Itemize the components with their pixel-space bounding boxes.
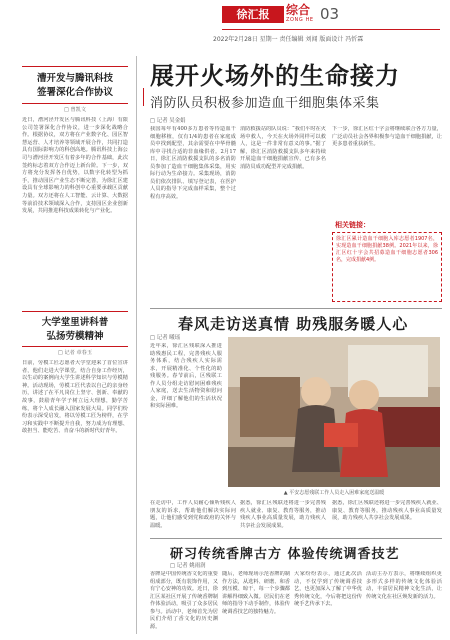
column-separator xyxy=(136,56,137,634)
article3-column-3: 大家纷纷表示，通过此次活动，不仅学到了传统调香技艺，也更加深入了解了中华优秀传统文化，今后将把这份传统手艺传承下去。 xyxy=(294,571,362,608)
article3-column-2: 随后，老师现场示范香牌的制作方法，从选料、研磨、和香到压模、晾干，每一个步骤都讲解得细致入微。居民们在老师的指导下动手制作，体验传统调香技艺的独特魅力。 xyxy=(222,571,290,615)
left-article2-title-line-2: 弘扬劳模精神 xyxy=(46,331,104,342)
article2-photo-caption: ▲ 平安志愿残联工作人员走入困难家庭送温暖 xyxy=(283,490,385,496)
main-subheadline: 消防队员积极参加造血干细胞集体采集 xyxy=(150,96,380,111)
article2-column-1: 近年来，徐汇区残联深入推进助残惠民工程，完善残疾人服务体系，结合残疾人实际需求，开展精准化、个性化的助残服务。春节前后，区残联工作人员分组走访慰问困难残疾人家庭，送去生活物资和慰问金，详细了解他们的生活状况和实际困难。 xyxy=(150,343,222,410)
left-article2-title-line-1: 大学堂里讲科普 xyxy=(41,317,109,328)
related-links-box: 徐汇区累计造血干细胞入库志愿者1907名，实现造血干细胞捐献38例。2021年以来，徐汇区红十字会共招募造血干细胞志愿者306名，完成捐献4例。 xyxy=(332,232,442,302)
main-column-2: 消防救援站的队员说：“我们平时在火场中救人，今天在火场外同样可以救人，这是一件非常有意义的事。”据了解，徐汇区消防救援支队多年来持续开展造血干细胞捐献宣传，已有多名消防员成功配型并完成捐献。 xyxy=(240,126,326,170)
left-article-top-rule xyxy=(22,66,128,67)
left-article2-body: 日前，劳模工匠志愿者大学堂迎来了首位宣讲者，他们走进大学课堂，结合自身工作经历，以生动的案例向大学生讲述科学知识与劳模精神。活动现场，劳模工匠代表以自己的亲身经历，讲述了在平凡岗位上坚守、创新、奉献的故事，鼓励青年学子树立远大理想，勤学苦练，将个人成长融入国家发展大局。同学们纷纷表示深受启发，将以劳模工匠为榜样，在学习和实践中不断提升自我，努力成为有理想、敢担当、能吃苦、肯奋斗的新时代好青年。 xyxy=(22,360,128,435)
main-column-1: 我国每年有400多万患者等待造血干细胞移植，仅有1/4的患者在家庭成员中找到配型，其余需要在中华骨髓库中寻找合适的非血缘供者。2月17日，徐汇区消防救援支队的多名消防员参加了造血干细胞集体采集，用实际行动为生命接力。采集现场，消防员们依次排队、填写登记表，在医护人员的指导下完成血样采集，整个过程有序高效。 xyxy=(150,126,236,200)
article2-photo xyxy=(228,337,440,487)
subheadline-accent xyxy=(143,88,149,106)
article2-column-4: 据悉，徐汇区残联还将进一步完善残疾人就业、康复、教育等服务，推动残疾人事业高质量发展，助力残疾人共享社会发展成果。 xyxy=(332,500,442,522)
article2-headline: 春风走访送真情 助残服务暖人心 xyxy=(178,315,409,333)
left-article2-title-rule xyxy=(22,346,128,347)
masthead xyxy=(0,0,450,50)
article3-column-4: 活动主办方表示，将继续组织更多形式多样的传统文化体验活动，丰富居民精神文化生活，让传统文化在社区焕发新的活力。 xyxy=(366,571,442,600)
left-article-title-line-1: 漕开发与腾讯科技 xyxy=(36,73,113,84)
main-headline: 展开火场外的生命接力 xyxy=(150,61,400,90)
article-divider-2 xyxy=(150,538,442,539)
article3-byline: □ 记者 姚雨润 xyxy=(170,563,206,569)
left-article2-byline: □ 记者 章春玉 xyxy=(57,350,93,356)
newspaper-name: 徐汇报 xyxy=(222,6,284,23)
left-article-title-line-2: 签署深化合作协议 xyxy=(36,87,113,98)
article2-byline: □ 记者 曦瑶 xyxy=(150,335,181,341)
main-column-3: 下一步，徐汇区红十字会将继续联合各方力量，广泛动员社会各界积极参与造血干细胞捐献，让更多患者重获新生。 xyxy=(332,126,442,148)
page-number: 03 xyxy=(320,5,340,23)
left-article-title-rule xyxy=(22,103,128,104)
article3-column-1: 香牌是中国传统香文化的重要组成部分，既有装饰作用，又有宁心安神的功效。近日，徐汇区某社区开展了传统香牌制作体验活动，吸引了众多居民参与。活动中，老师首先为居民们介绍了香文化的历史渊源。 xyxy=(150,571,218,630)
article2-column-3: 据悉，徐汇区残联还将进一步完善残疾人就业、康复、教育等服务，推动残疾人事业高质量发展，助力残疾人共享社会发展成果。 xyxy=(240,500,326,529)
visit-photo-illustration xyxy=(228,337,440,487)
article3-headline: 研习传统香牌古方 体验传统调香技艺 xyxy=(170,547,400,562)
article-divider-1 xyxy=(150,308,442,309)
left-article-body: 近日，漕河泾开发区与腾讯科技（上海）有限公司签署深化合作协议，进一步深化战略合作。根据协议，双方将在产业数字化、园区智慧运营、人才培养等领域开展合作，共同打造具有国际影响力的科创高地。腾讯科技上海公司与漕河泾开发区有着多年的合作基础，此次签约标志着双方合作迈上新台阶。下一步，双方将充分发挥各自优势，以数字化转型为抓手，推动园区产业生态不断完善，为徐汇区建设具有全球影响力的科创中心重要承载区贡献力量。双方还将在人工智能、云计算、大数据等前沿技术领域深入合作，支持园区企业创新发展，共同推进科技成果转化与产业化。 xyxy=(22,117,128,215)
left-article2-top-rule xyxy=(22,311,128,312)
main-byline: □ 记者 吴金娟 xyxy=(150,118,186,124)
related-links-title: 相关链接： xyxy=(335,221,370,229)
masthead-divider xyxy=(222,29,440,30)
left-article-byline: □ 曾凯文 xyxy=(63,107,87,113)
section-name: 综合 xyxy=(286,3,311,17)
article2-column-2: 在走访中，工作人员耐心倾听残疾人朋友的诉求，帮助他们解决实际问题，让他们感受到党和政府的关怀与温暖。 xyxy=(150,500,236,529)
date-line: 2022年2月28日 星期一 责任编辑 刘闻 版面设计 冯忻霖 xyxy=(213,36,364,43)
section-pinyin: ZONG HE xyxy=(286,17,314,23)
